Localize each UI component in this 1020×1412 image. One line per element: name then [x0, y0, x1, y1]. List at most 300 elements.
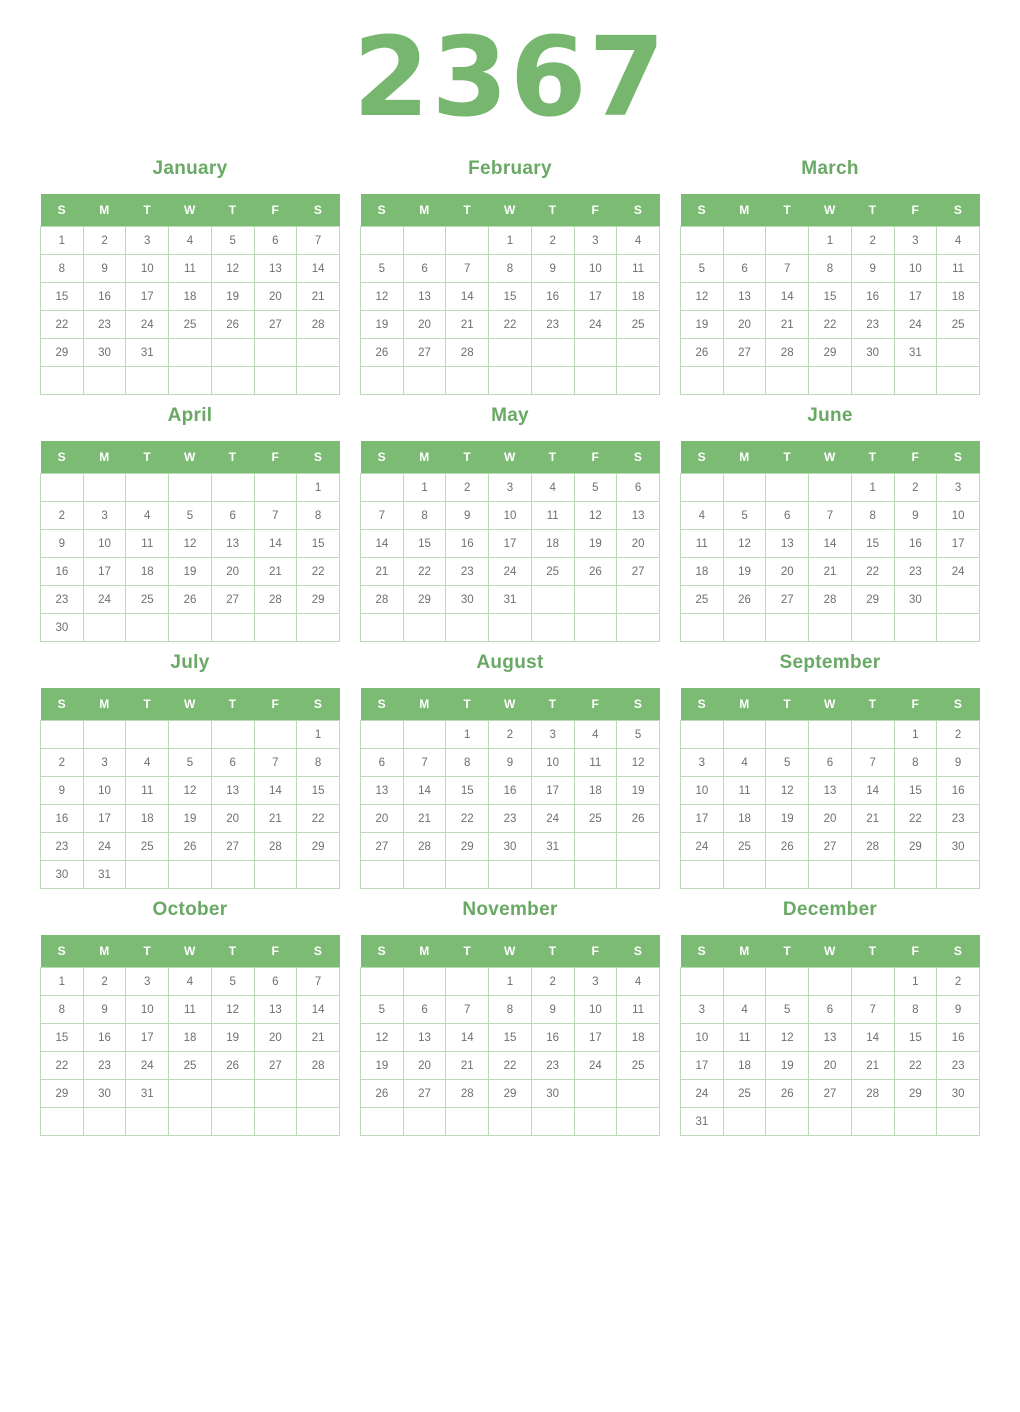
day-cell[interactable]: 10 [574, 996, 617, 1024]
day-cell[interactable]: 18 [169, 1024, 212, 1052]
day-cell[interactable]: 3 [83, 502, 126, 530]
day-cell[interactable]: 23 [851, 311, 894, 339]
day-cell[interactable]: 8 [489, 255, 532, 283]
day-cell[interactable]: 11 [169, 255, 212, 283]
day-cell[interactable]: 5 [361, 996, 404, 1024]
day-cell[interactable]: 7 [361, 502, 404, 530]
day-cell[interactable]: 23 [83, 1052, 126, 1080]
day-cell[interactable]: 2 [937, 968, 980, 996]
day-cell[interactable]: 17 [681, 805, 724, 833]
day-cell[interactable]: 7 [297, 227, 340, 255]
day-cell[interactable]: 2 [531, 968, 574, 996]
day-cell[interactable]: 17 [574, 1024, 617, 1052]
day-cell[interactable]: 25 [169, 311, 212, 339]
day-cell[interactable]: 27 [809, 833, 852, 861]
day-cell[interactable]: 7 [446, 255, 489, 283]
day-cell[interactable]: 10 [83, 530, 126, 558]
day-cell[interactable]: 7 [446, 996, 489, 1024]
day-cell[interactable]: 9 [851, 255, 894, 283]
day-cell[interactable]: 25 [126, 833, 169, 861]
day-cell[interactable]: 13 [403, 283, 446, 311]
day-cell[interactable]: 16 [489, 777, 532, 805]
day-cell[interactable]: 19 [766, 1052, 809, 1080]
day-cell[interactable]: 4 [617, 968, 660, 996]
day-cell[interactable]: 30 [894, 586, 937, 614]
day-cell[interactable]: 20 [254, 283, 297, 311]
day-cell[interactable]: 3 [126, 227, 169, 255]
day-cell[interactable]: 26 [361, 1080, 404, 1108]
day-cell[interactable]: 12 [574, 502, 617, 530]
day-cell[interactable]: 1 [851, 474, 894, 502]
day-cell[interactable]: 7 [851, 749, 894, 777]
day-cell[interactable]: 7 [254, 749, 297, 777]
day-cell[interactable]: 22 [894, 805, 937, 833]
day-cell[interactable]: 12 [361, 1024, 404, 1052]
day-cell[interactable]: 25 [574, 805, 617, 833]
day-cell[interactable]: 16 [83, 1024, 126, 1052]
day-cell[interactable]: 13 [211, 530, 254, 558]
day-cell[interactable]: 22 [297, 805, 340, 833]
day-cell[interactable]: 3 [574, 968, 617, 996]
day-cell[interactable]: 3 [531, 721, 574, 749]
day-cell[interactable]: 6 [254, 968, 297, 996]
day-cell[interactable]: 11 [126, 530, 169, 558]
day-cell[interactable]: 29 [403, 586, 446, 614]
day-cell[interactable]: 3 [894, 227, 937, 255]
day-cell[interactable]: 8 [41, 255, 84, 283]
day-cell[interactable]: 9 [937, 749, 980, 777]
day-cell[interactable]: 14 [361, 530, 404, 558]
day-cell[interactable]: 14 [254, 777, 297, 805]
day-cell[interactable]: 11 [681, 530, 724, 558]
day-cell[interactable]: 4 [681, 502, 724, 530]
day-cell[interactable]: 13 [809, 1024, 852, 1052]
day-cell[interactable]: 14 [766, 283, 809, 311]
day-cell[interactable]: 16 [446, 530, 489, 558]
day-cell[interactable]: 28 [361, 586, 404, 614]
day-cell[interactable]: 22 [894, 1052, 937, 1080]
day-cell[interactable]: 17 [937, 530, 980, 558]
day-cell[interactable]: 19 [617, 777, 660, 805]
day-cell[interactable]: 13 [211, 777, 254, 805]
day-cell[interactable]: 13 [723, 283, 766, 311]
day-cell[interactable]: 31 [126, 339, 169, 367]
day-cell[interactable]: 22 [489, 1052, 532, 1080]
day-cell[interactable]: 12 [211, 996, 254, 1024]
day-cell[interactable]: 12 [169, 777, 212, 805]
day-cell[interactable]: 27 [211, 586, 254, 614]
day-cell[interactable]: 16 [41, 558, 84, 586]
day-cell[interactable]: 29 [894, 1080, 937, 1108]
day-cell[interactable]: 10 [894, 255, 937, 283]
day-cell[interactable]: 9 [83, 255, 126, 283]
day-cell[interactable]: 24 [489, 558, 532, 586]
day-cell[interactable]: 29 [41, 339, 84, 367]
day-cell[interactable]: 20 [211, 558, 254, 586]
day-cell[interactable]: 29 [297, 833, 340, 861]
day-cell[interactable]: 4 [723, 749, 766, 777]
day-cell[interactable]: 11 [617, 996, 660, 1024]
day-cell[interactable]: 29 [851, 586, 894, 614]
day-cell[interactable]: 16 [41, 805, 84, 833]
day-cell[interactable]: 26 [211, 311, 254, 339]
day-cell[interactable]: 10 [574, 255, 617, 283]
day-cell[interactable]: 23 [83, 311, 126, 339]
day-cell[interactable]: 27 [211, 833, 254, 861]
day-cell[interactable]: 1 [489, 968, 532, 996]
day-cell[interactable]: 3 [937, 474, 980, 502]
day-cell[interactable]: 21 [446, 311, 489, 339]
day-cell[interactable]: 23 [937, 1052, 980, 1080]
day-cell[interactable]: 14 [403, 777, 446, 805]
day-cell[interactable]: 21 [403, 805, 446, 833]
day-cell[interactable]: 1 [894, 968, 937, 996]
day-cell[interactable]: 15 [851, 530, 894, 558]
day-cell[interactable]: 1 [41, 968, 84, 996]
day-cell[interactable]: 5 [723, 502, 766, 530]
day-cell[interactable]: 13 [766, 530, 809, 558]
day-cell[interactable]: 31 [894, 339, 937, 367]
day-cell[interactable]: 8 [809, 255, 852, 283]
day-cell[interactable]: 31 [126, 1080, 169, 1108]
day-cell[interactable]: 2 [894, 474, 937, 502]
day-cell[interactable]: 11 [531, 502, 574, 530]
day-cell[interactable]: 11 [126, 777, 169, 805]
day-cell[interactable]: 22 [41, 311, 84, 339]
day-cell[interactable]: 9 [41, 530, 84, 558]
day-cell[interactable]: 30 [851, 339, 894, 367]
day-cell[interactable]: 21 [809, 558, 852, 586]
day-cell[interactable]: 15 [297, 777, 340, 805]
day-cell[interactable]: 14 [297, 255, 340, 283]
day-cell[interactable]: 4 [574, 721, 617, 749]
day-cell[interactable]: 5 [681, 255, 724, 283]
day-cell[interactable]: 26 [766, 833, 809, 861]
day-cell[interactable]: 26 [723, 586, 766, 614]
day-cell[interactable]: 12 [617, 749, 660, 777]
day-cell[interactable]: 13 [254, 255, 297, 283]
day-cell[interactable]: 16 [937, 1024, 980, 1052]
day-cell[interactable]: 27 [254, 311, 297, 339]
day-cell[interactable]: 19 [361, 311, 404, 339]
day-cell[interactable]: 9 [894, 502, 937, 530]
day-cell[interactable]: 3 [681, 996, 724, 1024]
day-cell[interactable]: 8 [297, 749, 340, 777]
day-cell[interactable]: 17 [126, 1024, 169, 1052]
day-cell[interactable]: 18 [937, 283, 980, 311]
day-cell[interactable]: 27 [361, 833, 404, 861]
day-cell[interactable]: 6 [403, 996, 446, 1024]
day-cell[interactable]: 10 [531, 749, 574, 777]
day-cell[interactable]: 27 [617, 558, 660, 586]
day-cell[interactable]: 14 [851, 1024, 894, 1052]
day-cell[interactable]: 15 [894, 777, 937, 805]
day-cell[interactable]: 23 [894, 558, 937, 586]
day-cell[interactable]: 4 [723, 996, 766, 1024]
day-cell[interactable]: 26 [766, 1080, 809, 1108]
day-cell[interactable]: 27 [403, 1080, 446, 1108]
day-cell[interactable]: 5 [211, 227, 254, 255]
day-cell[interactable]: 26 [574, 558, 617, 586]
day-cell[interactable]: 15 [809, 283, 852, 311]
day-cell[interactable]: 21 [361, 558, 404, 586]
day-cell[interactable]: 21 [446, 1052, 489, 1080]
day-cell[interactable]: 11 [937, 255, 980, 283]
day-cell[interactable]: 5 [361, 255, 404, 283]
day-cell[interactable]: 16 [937, 777, 980, 805]
day-cell[interactable]: 12 [723, 530, 766, 558]
day-cell[interactable]: 9 [937, 996, 980, 1024]
day-cell[interactable]: 17 [126, 283, 169, 311]
day-cell[interactable]: 8 [403, 502, 446, 530]
day-cell[interactable]: 12 [766, 1024, 809, 1052]
day-cell[interactable]: 20 [254, 1024, 297, 1052]
day-cell[interactable]: 3 [83, 749, 126, 777]
day-cell[interactable]: 29 [809, 339, 852, 367]
day-cell[interactable]: 11 [574, 749, 617, 777]
day-cell[interactable]: 24 [894, 311, 937, 339]
day-cell[interactable]: 28 [851, 1080, 894, 1108]
day-cell[interactable]: 25 [531, 558, 574, 586]
day-cell[interactable]: 27 [809, 1080, 852, 1108]
day-cell[interactable]: 12 [211, 255, 254, 283]
day-cell[interactable]: 20 [617, 530, 660, 558]
day-cell[interactable]: 9 [531, 996, 574, 1024]
day-cell[interactable]: 5 [766, 996, 809, 1024]
day-cell[interactable]: 11 [169, 996, 212, 1024]
day-cell[interactable]: 14 [851, 777, 894, 805]
day-cell[interactable]: 27 [254, 1052, 297, 1080]
day-cell[interactable]: 18 [723, 805, 766, 833]
day-cell[interactable]: 6 [254, 227, 297, 255]
day-cell[interactable]: 28 [254, 833, 297, 861]
day-cell[interactable]: 2 [41, 749, 84, 777]
day-cell[interactable]: 22 [809, 311, 852, 339]
day-cell[interactable]: 21 [851, 805, 894, 833]
day-cell[interactable]: 1 [894, 721, 937, 749]
day-cell[interactable]: 1 [41, 227, 84, 255]
day-cell[interactable]: 2 [83, 968, 126, 996]
day-cell[interactable]: 9 [489, 749, 532, 777]
day-cell[interactable]: 29 [894, 833, 937, 861]
day-cell[interactable]: 7 [254, 502, 297, 530]
day-cell[interactable]: 11 [617, 255, 660, 283]
day-cell[interactable]: 24 [126, 1052, 169, 1080]
day-cell[interactable]: 24 [531, 805, 574, 833]
day-cell[interactable]: 19 [211, 283, 254, 311]
day-cell[interactable]: 2 [851, 227, 894, 255]
day-cell[interactable]: 10 [681, 777, 724, 805]
day-cell[interactable]: 16 [894, 530, 937, 558]
day-cell[interactable]: 27 [403, 339, 446, 367]
day-cell[interactable]: 17 [83, 558, 126, 586]
day-cell[interactable]: 20 [403, 1052, 446, 1080]
day-cell[interactable]: 8 [297, 502, 340, 530]
day-cell[interactable]: 19 [723, 558, 766, 586]
day-cell[interactable]: 19 [681, 311, 724, 339]
day-cell[interactable]: 5 [211, 968, 254, 996]
day-cell[interactable]: 18 [169, 283, 212, 311]
day-cell[interactable]: 2 [446, 474, 489, 502]
day-cell[interactable]: 20 [809, 805, 852, 833]
day-cell[interactable]: 6 [809, 996, 852, 1024]
day-cell[interactable]: 19 [169, 805, 212, 833]
day-cell[interactable]: 24 [937, 558, 980, 586]
day-cell[interactable]: 1 [489, 227, 532, 255]
day-cell[interactable]: 22 [403, 558, 446, 586]
day-cell[interactable]: 7 [766, 255, 809, 283]
day-cell[interactable]: 11 [723, 777, 766, 805]
day-cell[interactable]: 23 [41, 833, 84, 861]
day-cell[interactable]: 24 [574, 311, 617, 339]
day-cell[interactable]: 17 [83, 805, 126, 833]
day-cell[interactable]: 2 [937, 721, 980, 749]
day-cell[interactable]: 21 [297, 283, 340, 311]
day-cell[interactable]: 13 [254, 996, 297, 1024]
day-cell[interactable]: 15 [489, 283, 532, 311]
day-cell[interactable]: 30 [489, 833, 532, 861]
day-cell[interactable]: 20 [766, 558, 809, 586]
day-cell[interactable]: 15 [297, 530, 340, 558]
day-cell[interactable]: 17 [489, 530, 532, 558]
day-cell[interactable]: 10 [681, 1024, 724, 1052]
day-cell[interactable]: 5 [169, 749, 212, 777]
day-cell[interactable]: 5 [617, 721, 660, 749]
day-cell[interactable]: 19 [361, 1052, 404, 1080]
day-cell[interactable]: 22 [41, 1052, 84, 1080]
day-cell[interactable]: 2 [83, 227, 126, 255]
day-cell[interactable]: 23 [937, 805, 980, 833]
day-cell[interactable]: 28 [297, 311, 340, 339]
day-cell[interactable]: 4 [126, 749, 169, 777]
day-cell[interactable]: 23 [41, 586, 84, 614]
day-cell[interactable]: 10 [489, 502, 532, 530]
day-cell[interactable]: 17 [574, 283, 617, 311]
day-cell[interactable]: 27 [723, 339, 766, 367]
day-cell[interactable]: 4 [169, 227, 212, 255]
day-cell[interactable]: 26 [169, 586, 212, 614]
day-cell[interactable]: 18 [531, 530, 574, 558]
day-cell[interactable]: 4 [126, 502, 169, 530]
day-cell[interactable]: 18 [617, 283, 660, 311]
day-cell[interactable]: 29 [297, 586, 340, 614]
day-cell[interactable]: 17 [894, 283, 937, 311]
day-cell[interactable]: 16 [83, 283, 126, 311]
day-cell[interactable]: 31 [681, 1108, 724, 1136]
day-cell[interactable]: 30 [83, 1080, 126, 1108]
day-cell[interactable]: 8 [41, 996, 84, 1024]
day-cell[interactable]: 11 [723, 1024, 766, 1052]
day-cell[interactable]: 31 [531, 833, 574, 861]
day-cell[interactable]: 26 [681, 339, 724, 367]
day-cell[interactable]: 14 [446, 1024, 489, 1052]
day-cell[interactable]: 24 [83, 833, 126, 861]
day-cell[interactable]: 9 [446, 502, 489, 530]
day-cell[interactable]: 28 [446, 339, 489, 367]
day-cell[interactable]: 14 [446, 283, 489, 311]
day-cell[interactable]: 28 [766, 339, 809, 367]
day-cell[interactable]: 25 [126, 586, 169, 614]
day-cell[interactable]: 21 [254, 805, 297, 833]
day-cell[interactable]: 15 [894, 1024, 937, 1052]
day-cell[interactable]: 1 [809, 227, 852, 255]
day-cell[interactable]: 25 [723, 1080, 766, 1108]
day-cell[interactable]: 6 [211, 502, 254, 530]
day-cell[interactable]: 10 [83, 777, 126, 805]
day-cell[interactable]: 28 [403, 833, 446, 861]
day-cell[interactable]: 24 [681, 1080, 724, 1108]
day-cell[interactable]: 15 [41, 1024, 84, 1052]
day-cell[interactable]: 6 [723, 255, 766, 283]
day-cell[interactable]: 8 [894, 749, 937, 777]
day-cell[interactable]: 14 [809, 530, 852, 558]
day-cell[interactable]: 1 [297, 474, 340, 502]
day-cell[interactable]: 28 [809, 586, 852, 614]
day-cell[interactable]: 29 [489, 1080, 532, 1108]
day-cell[interactable]: 2 [41, 502, 84, 530]
day-cell[interactable]: 8 [489, 996, 532, 1024]
day-cell[interactable]: 1 [403, 474, 446, 502]
day-cell[interactable]: 6 [766, 502, 809, 530]
day-cell[interactable]: 13 [403, 1024, 446, 1052]
day-cell[interactable]: 2 [489, 721, 532, 749]
day-cell[interactable]: 30 [83, 339, 126, 367]
day-cell[interactable]: 2 [531, 227, 574, 255]
day-cell[interactable]: 18 [723, 1052, 766, 1080]
day-cell[interactable]: 18 [574, 777, 617, 805]
day-cell[interactable]: 12 [361, 283, 404, 311]
day-cell[interactable]: 22 [446, 805, 489, 833]
day-cell[interactable]: 6 [617, 474, 660, 502]
day-cell[interactable]: 3 [681, 749, 724, 777]
day-cell[interactable]: 30 [531, 1080, 574, 1108]
day-cell[interactable]: 3 [126, 968, 169, 996]
day-cell[interactable]: 20 [723, 311, 766, 339]
day-cell[interactable]: 12 [766, 777, 809, 805]
day-cell[interactable]: 25 [617, 1052, 660, 1080]
day-cell[interactable]: 26 [361, 339, 404, 367]
day-cell[interactable]: 21 [851, 1052, 894, 1080]
day-cell[interactable]: 7 [851, 996, 894, 1024]
day-cell[interactable]: 30 [937, 833, 980, 861]
day-cell[interactable]: 18 [617, 1024, 660, 1052]
day-cell[interactable]: 12 [169, 530, 212, 558]
day-cell[interactable]: 21 [297, 1024, 340, 1052]
day-cell[interactable]: 6 [809, 749, 852, 777]
day-cell[interactable]: 1 [446, 721, 489, 749]
day-cell[interactable]: 6 [211, 749, 254, 777]
day-cell[interactable]: 28 [254, 586, 297, 614]
day-cell[interactable]: 3 [489, 474, 532, 502]
day-cell[interactable]: 19 [169, 558, 212, 586]
day-cell[interactable]: 27 [766, 586, 809, 614]
day-cell[interactable]: 22 [297, 558, 340, 586]
day-cell[interactable]: 14 [254, 530, 297, 558]
day-cell[interactable]: 24 [83, 586, 126, 614]
day-cell[interactable]: 6 [403, 255, 446, 283]
day-cell[interactable]: 19 [574, 530, 617, 558]
day-cell[interactable]: 5 [766, 749, 809, 777]
day-cell[interactable]: 31 [83, 861, 126, 889]
day-cell[interactable]: 16 [531, 1024, 574, 1052]
day-cell[interactable]: 21 [766, 311, 809, 339]
day-cell[interactable]: 14 [297, 996, 340, 1024]
day-cell[interactable]: 3 [574, 227, 617, 255]
day-cell[interactable]: 30 [937, 1080, 980, 1108]
day-cell[interactable]: 6 [361, 749, 404, 777]
day-cell[interactable]: 19 [211, 1024, 254, 1052]
day-cell[interactable]: 4 [531, 474, 574, 502]
